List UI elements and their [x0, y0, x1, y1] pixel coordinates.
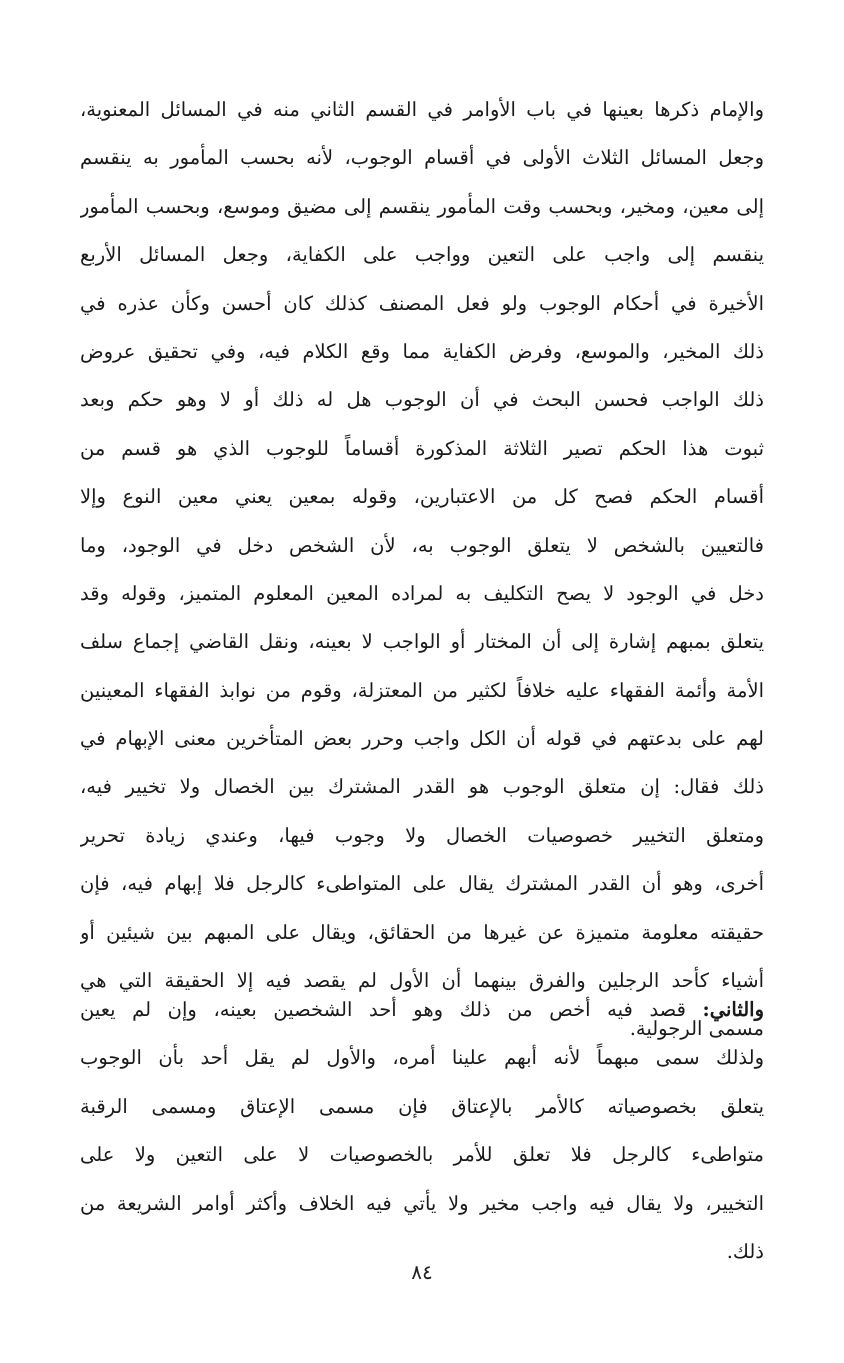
text-line: ومتعلق التخيير خصوصيات الخصال ولا وجوب فيها، وعندي زيادة تحرير: [80, 823, 764, 847]
text-line: لهم على بدعتهم في قوله أن الكل واجب وحرر بعض المتأخرين معنى الإبهام في: [80, 727, 764, 751]
text-line: إلى معين، ومخير، وبحسب وقت المأمور ينقسم إلى مضيق وموسع، وبحسب المأمور: [80, 194, 764, 218]
text-line: يتعلق بمبهم إشارة إلى أن المختار أو الواجب لا بعينه، ونقل القاضي إجماع سلف: [80, 630, 764, 654]
text-line: الأمة وأئمة الفقهاء عليه خلافاً لكثير من المعتزلة، وقوم من نوابذ الفقهاء المعينين: [80, 678, 764, 702]
text-line: فالتعيين بالشخص لا يتعلق الوجوب به، لأن الشخص دخل في الوجود، وما: [80, 533, 764, 557]
text-line: يتعلق بخصوصياته كالأمر بالإعتاق فإن مسمى الإعتاق ومسمى الرقبة: [80, 1094, 764, 1118]
text-line: أخرى، وهو أن القدر المشترك يقال على المتواطىء كالرجل فلا إبهام فيه، فإن: [80, 872, 764, 896]
paragraph-lead: والثاني:: [702, 998, 764, 1021]
text-line: وجعل المسائل الثلاث الأولى في أقسام الوجوب، لأنه بحسب المأمور به ينقسم: [80, 146, 764, 170]
text-line: مسمى الرجولية.: [629, 1017, 764, 1041]
text-line: أقسام الحكم فصح كل من الاعتبارين، وقوله بمعين يعني معين النوع وإلا: [80, 485, 764, 509]
text-line: الأخيرة في أحكام الوجوب ولو فعل المصنف كذلك كان أحسن وكأن عذره في: [80, 291, 764, 315]
text-line: حقيقته معلومة متميزة عن غيرها من الحقائق، ويقال على المبهم بين شيئين أو: [80, 920, 764, 944]
text-line: ولذلك سمى مبهماً لأنه أبهم علينا أمره، والأول لم يقل أحد بأن الوجوب: [80, 1046, 764, 1070]
text-line: دخل في الوجود لا يصح التكليف به لمراده المعين المعلوم المتميز، وقوله وقد: [80, 581, 764, 605]
text-line: التخيير، ولا يقال فيه واجب مخير ولا يأتي فيه الخلاف وأكثر أوامر الشريعة من: [80, 1191, 764, 1215]
text-line: والإمام ذكرها بعينها في باب الأوامر في القسم الثاني منه في المسائل المعنوية،: [80, 98, 764, 121]
text-line: [80, 986, 764, 1034]
paragraph-2: [80, 986, 764, 1276]
text-line-rest: قصد فيه أخص من ذلك وهو أحد الشخصين بعينه، وإن لم يعين: [80, 998, 703, 1021]
text-line: ذلك فقال: إن متعلق الوجوب هو القدر المشترك بين الخصال ولا تخيير فيه،: [80, 775, 764, 799]
text-line: ذلك المخير، والموسع، وفرض الكفاية مما وقع الكلام فيه، وفي تحقيق عروض: [80, 339, 764, 363]
text-line: ينقسم إلى واجب على التعين وواجب على الكفاية، وجعل المسائل الأربع: [80, 243, 764, 267]
text-line: ثبوت هذا الحكم تصير الثلاثة المذكورة أقساماً للوجوب الذي هو قسم من: [80, 436, 764, 460]
text-line: ذلك.: [726, 1239, 764, 1263]
text-line: ذلك الواجب فحسن البحث في أن الوجوب هل له ذلك أو لا وهو حكم وبعد: [80, 388, 764, 412]
text-line: أشياء كأحد الرجلين والفرق بينهما أن الأول لم يقصد فيه إلا الحقيقة التي هي: [80, 969, 764, 993]
paragraph-1: [80, 86, 764, 1054]
page-number: ٨٤: [411, 1260, 433, 1284]
text-line: متواطىء كالرجل فلا تعلق للأمر بالخصوصيات لا على التعين ولا على: [80, 1143, 764, 1167]
